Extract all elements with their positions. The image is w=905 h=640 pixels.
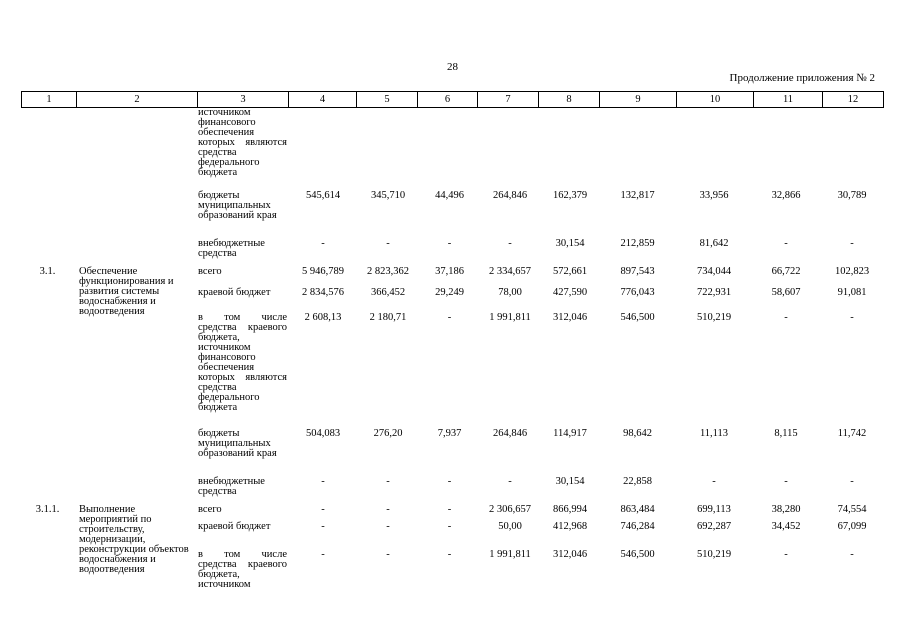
value-cell: 7,937 bbox=[437, 428, 462, 439]
value-cell: 67,099 bbox=[837, 521, 867, 532]
value-cell: 30,154 bbox=[555, 238, 585, 249]
value-cell: 746,284 bbox=[620, 521, 655, 532]
value-cell: - bbox=[447, 549, 452, 560]
value-cell: 722,931 bbox=[696, 287, 732, 298]
value-cell: - bbox=[850, 476, 854, 487]
continuation-caption: Продолжение приложения № 2 bbox=[729, 72, 875, 84]
value-cell: - bbox=[447, 504, 452, 515]
value-cell: 427,590 bbox=[552, 287, 588, 298]
value-cell: 510,219 bbox=[696, 312, 732, 323]
col-header-12: 12 bbox=[823, 92, 884, 108]
value-cell: 510,219 bbox=[696, 549, 732, 560]
value-cell: 2 180,71 bbox=[369, 312, 407, 323]
funding-source: в том числе средства краевого бюджета, источником bbox=[198, 549, 287, 590]
value-cell: - bbox=[321, 476, 325, 487]
value-cell: 11,113 bbox=[699, 428, 729, 439]
value-cell: 2 608,13 bbox=[304, 312, 342, 323]
value-cell: - bbox=[321, 504, 325, 515]
funding-source: краевой бюджет bbox=[198, 521, 271, 532]
row-title: Обеспечение функционирования и развития системы водоснабжения и водоотведения bbox=[79, 266, 174, 317]
funding-source: в том числе средства краевого бюджета, источником финансового обеспечения которых являются средства федерального бюджета bbox=[198, 312, 287, 413]
value-cell: - bbox=[447, 521, 452, 532]
value-cell: - bbox=[712, 476, 716, 487]
value-cell: 545,614 bbox=[305, 190, 341, 201]
value-cell: 264,846 bbox=[492, 190, 528, 201]
value-cell: 212,859 bbox=[620, 238, 655, 249]
value-cell: - bbox=[508, 476, 512, 487]
col-header-11: 11 bbox=[754, 92, 823, 108]
col-header-5: 5 bbox=[357, 92, 418, 108]
value-cell: 44,496 bbox=[435, 190, 464, 201]
value-cell: 33,956 bbox=[699, 190, 729, 201]
value-cell: 38,280 bbox=[771, 504, 801, 515]
value-cell: 2 834,576 bbox=[302, 287, 344, 298]
value-cell: 58,607 bbox=[771, 287, 801, 298]
value-cell: - bbox=[386, 504, 390, 515]
col-header-2: 2 bbox=[77, 92, 198, 108]
value-cell: 264,846 bbox=[492, 428, 528, 439]
value-cell: - bbox=[386, 238, 390, 249]
value-cell: 8,115 bbox=[774, 428, 798, 439]
value-cell: 776,043 bbox=[620, 287, 655, 298]
value-cell: - bbox=[850, 312, 854, 323]
value-cell: - bbox=[447, 312, 452, 323]
value-cell: 162,379 bbox=[552, 190, 588, 201]
funding-source: внебюджетные средства bbox=[198, 476, 265, 497]
value-cell: 2 334,657 bbox=[489, 266, 531, 277]
value-cell: 30,789 bbox=[837, 190, 867, 201]
col-header-6: 6 bbox=[418, 92, 478, 108]
col-header-4: 4 bbox=[289, 92, 357, 108]
value-cell: 366,452 bbox=[370, 287, 406, 298]
value-cell: 114,917 bbox=[553, 428, 587, 439]
value-cell: 32,866 bbox=[771, 190, 801, 201]
col-header-1: 1 bbox=[22, 92, 77, 108]
value-cell: - bbox=[321, 549, 325, 560]
value-cell: 734,044 bbox=[696, 266, 732, 277]
value-cell: - bbox=[850, 549, 854, 560]
funding-source: всего bbox=[198, 266, 222, 277]
value-cell: 546,500 bbox=[620, 549, 655, 560]
value-cell: - bbox=[321, 238, 325, 249]
value-cell: 29,249 bbox=[435, 287, 464, 298]
value-cell: 78,00 bbox=[498, 287, 522, 298]
value-cell: - bbox=[321, 521, 325, 532]
value-cell: - bbox=[850, 238, 854, 249]
funding-source: бюджеты муниципальных образований края bbox=[198, 190, 277, 221]
value-cell: 572,661 bbox=[552, 266, 588, 277]
value-cell: 1 991,811 bbox=[489, 549, 531, 560]
value-cell: 504,083 bbox=[305, 428, 341, 439]
value-cell: 98,642 bbox=[623, 428, 652, 439]
col-header-8: 8 bbox=[539, 92, 600, 108]
value-cell: 412,968 bbox=[552, 521, 588, 532]
value-cell: - bbox=[784, 238, 788, 249]
value-cell: - bbox=[447, 476, 452, 487]
value-cell: - bbox=[784, 476, 788, 487]
value-cell: - bbox=[508, 238, 512, 249]
row-number: 3.1.1. bbox=[35, 504, 60, 515]
value-cell: 132,817 bbox=[620, 190, 655, 201]
value-cell: 1 991,811 bbox=[489, 312, 531, 323]
page-number: 28 bbox=[447, 61, 458, 73]
value-cell: 34,452 bbox=[771, 521, 801, 532]
col-header-9: 9 bbox=[600, 92, 677, 108]
value-cell: 2 823,362 bbox=[367, 266, 409, 277]
value-cell: 66,722 bbox=[771, 266, 801, 277]
value-cell: 2 306,657 bbox=[489, 504, 531, 515]
value-cell: 863,484 bbox=[620, 504, 655, 515]
value-cell: 345,710 bbox=[370, 190, 406, 201]
value-cell: 11,742 bbox=[837, 428, 867, 439]
value-cell: 91,081 bbox=[837, 287, 867, 298]
col-header-10: 10 bbox=[677, 92, 754, 108]
value-cell: 546,500 bbox=[620, 312, 655, 323]
value-cell: 312,046 bbox=[552, 312, 588, 323]
value-cell: 312,046 bbox=[552, 549, 588, 560]
value-cell: 102,823 bbox=[834, 266, 870, 277]
value-cell: 74,554 bbox=[837, 504, 867, 515]
funding-source: всего bbox=[198, 504, 222, 515]
value-cell: 692,287 bbox=[696, 521, 732, 532]
value-cell: - bbox=[784, 312, 788, 323]
value-cell: 866,994 bbox=[552, 504, 588, 515]
funding-source: бюджеты муниципальных образований края bbox=[198, 428, 277, 459]
value-cell: - bbox=[386, 476, 390, 487]
value-cell: - bbox=[386, 549, 390, 560]
value-cell: - bbox=[784, 549, 788, 560]
value-cell: 22,858 bbox=[623, 476, 652, 487]
value-cell: - bbox=[386, 521, 390, 532]
value-cell: 37,186 bbox=[435, 266, 464, 277]
funding-source: источником финансового обеспечения которых являются средства федерального бюджета bbox=[198, 107, 287, 178]
column-header-row bbox=[21, 91, 884, 108]
value-cell: 276,20 bbox=[373, 428, 403, 439]
value-cell: 81,642 bbox=[699, 238, 729, 249]
value-cell: 50,00 bbox=[498, 521, 522, 532]
col-header-7: 7 bbox=[478, 92, 539, 108]
funding-source: внебюджетные средства bbox=[198, 238, 265, 259]
col-header-3: 3 bbox=[198, 92, 289, 108]
value-cell: 897,543 bbox=[620, 266, 655, 277]
value-cell: 30,154 bbox=[555, 476, 585, 487]
value-cell: - bbox=[447, 238, 452, 249]
row-number: 3.1. bbox=[39, 266, 56, 277]
funding-source: краевой бюджет bbox=[198, 287, 271, 298]
value-cell: 699,113 bbox=[697, 504, 731, 515]
value-cell: 5 946,789 bbox=[302, 266, 344, 277]
row-title: Выполнение мероприятий по строительству, модернизации, реконструкции объектов водоснабжения и водоотведения bbox=[79, 504, 189, 575]
